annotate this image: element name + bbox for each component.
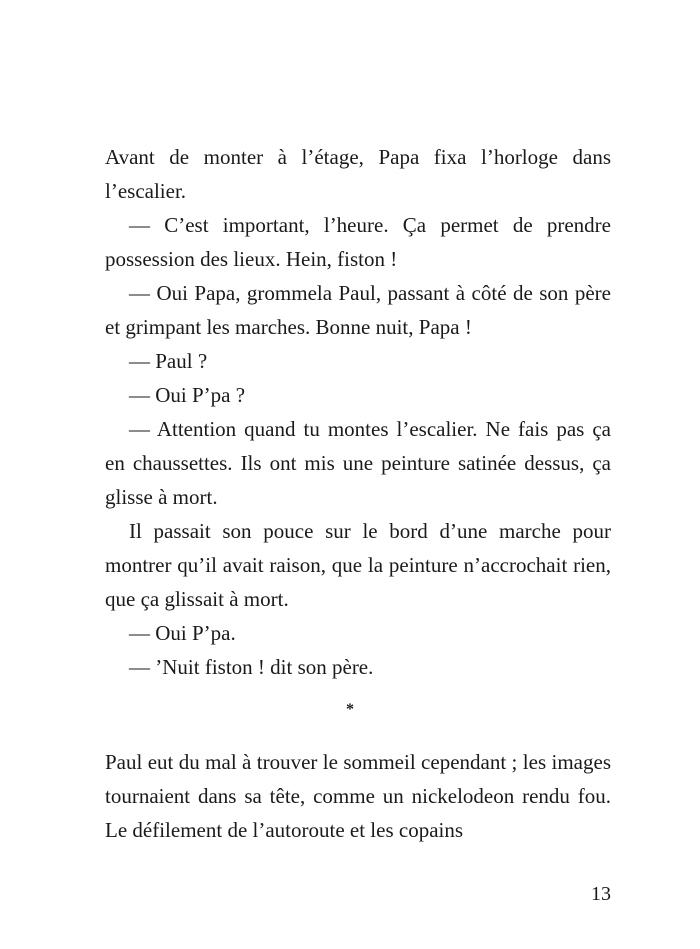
paragraph: Il passait son pouce sur le bord d’une marche pour montrer qu’il avait raison, que la peinture n’accrochait rien, que ça glissait à mort. xyxy=(105,519,611,611)
section-separator: * xyxy=(346,701,354,718)
paragraph: Paul eut du mal à trouver le sommeil cependant ; les images tournaient dans sa tête, comme un nickelodeon rendu fou. Le défilement de l’autoroute et les copains xyxy=(105,750,611,842)
dialogue-line: — Paul ? xyxy=(129,349,208,373)
dialogue-line: — Attention quand tu montes l’escalier. Ne fais pas ça en chaussettes. Ils ont mis une peinture satinée dessus, ça glisse à mort. xyxy=(105,417,611,509)
dialogue-line: — Oui P’pa. xyxy=(129,621,236,645)
dialogue-line: — ’Nuit fiston ! dit son père. xyxy=(129,655,374,679)
paragraph: Avant de monter à l’étage, Papa fixa l’horloge dans l’escalier. xyxy=(105,145,611,203)
section-2-text xyxy=(105,745,611,847)
dialogue-line: — Oui Papa, grommela Paul, passant à côté de son père et grimpant les marches. Bonne nuit, Papa ! xyxy=(105,281,611,339)
dialogue-line: — Oui P’pa ? xyxy=(129,383,246,407)
dialogue-line: — C’est important, l’heure. Ça permet de prendre possession des lieux. Hein, fiston ! xyxy=(105,213,611,271)
page-number: 13 xyxy=(591,883,611,905)
section-1-text xyxy=(105,140,611,684)
